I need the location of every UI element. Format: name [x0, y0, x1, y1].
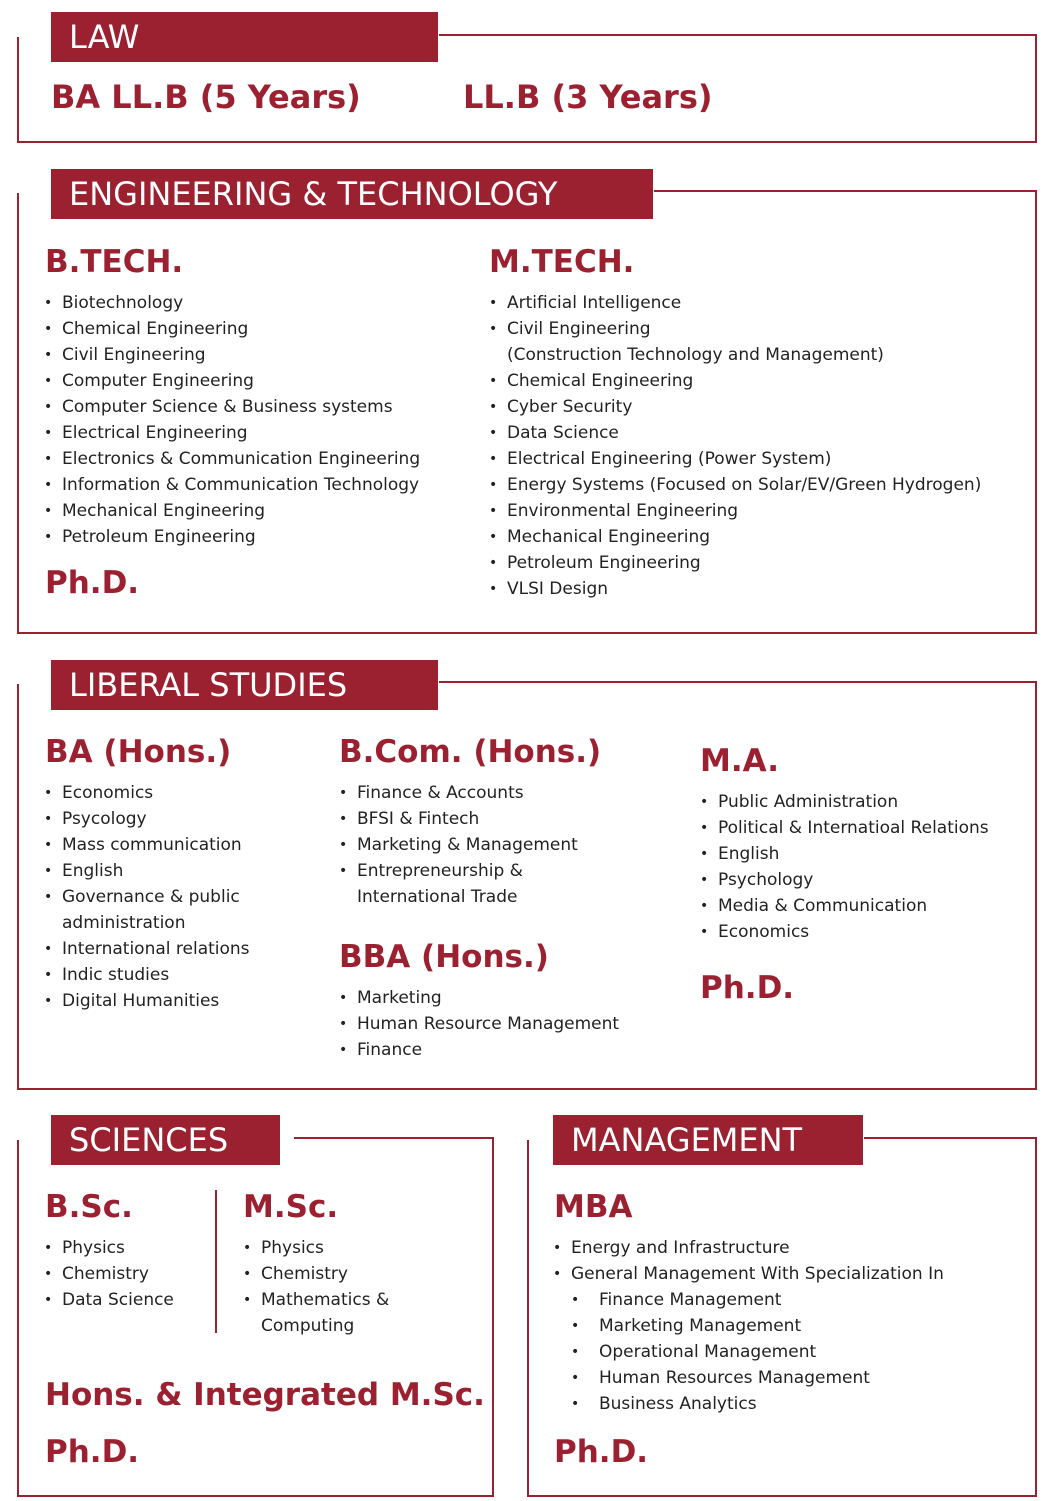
list-item: • Physics	[44, 1235, 174, 1261]
list-item: • Data Science	[44, 1287, 174, 1313]
list-item: • Computer Engineering	[44, 368, 420, 394]
liberal-section-title: LIBERAL STUDIES	[51, 660, 438, 710]
list-item: • Cyber Security	[489, 394, 981, 420]
bsc-list	[44, 1235, 174, 1313]
law-section-title: LAW	[51, 12, 438, 62]
list-item: • Chemical Engineering	[44, 316, 420, 342]
list-item: • Mechanical Engineering	[44, 498, 420, 524]
list-item: • Energy Systems (Focused on Solar/EV/Green Hydrogen)	[489, 472, 981, 498]
management-phd-heading: Ph.D.	[554, 1434, 649, 1470]
list-item: • Economics	[44, 780, 250, 806]
mba-list	[553, 1235, 944, 1417]
list-item: • Digital Humanities	[44, 988, 250, 1014]
list-item-continuation: Computing	[261, 1316, 355, 1336]
list-item: • English	[700, 841, 989, 867]
list-sub-item: • Operational Management	[553, 1339, 944, 1365]
bcom-hons-list	[339, 780, 578, 910]
bsc-heading: B.Sc.	[45, 1189, 133, 1225]
liberal-phd-heading: Ph.D.	[700, 970, 795, 1006]
list-item: • Chemistry	[243, 1261, 389, 1287]
sciences-section-title: SCIENCES	[51, 1115, 280, 1165]
mba-heading: MBA	[554, 1189, 633, 1225]
mtech-heading: M.TECH.	[489, 244, 635, 280]
list-item: • Electrical Engineering (Power System)	[489, 446, 981, 472]
law-program-llb: LL.B (3 Years)	[463, 78, 713, 116]
list-item: • Data Science	[489, 420, 981, 446]
bcom-hons-heading: B.Com. (Hons.)	[339, 734, 602, 770]
msc-heading: M.Sc.	[243, 1189, 339, 1225]
list-item: • Chemistry	[44, 1261, 174, 1287]
list-item: • English	[44, 858, 250, 884]
list-item: • Indic studies	[44, 962, 250, 988]
ba-hons-heading: BA (Hons.)	[45, 734, 232, 770]
bba-hons-heading: BBA (Hons.)	[339, 939, 549, 975]
list-item: • Psychology	[700, 867, 989, 893]
list-item: • Environmental Engineering	[489, 498, 981, 524]
list-item: • Entrepreneurship &	[339, 858, 578, 884]
list-item: • Biotechnology	[44, 290, 420, 316]
list-item: • Electronics & Communication Engineering	[44, 446, 420, 472]
list-item: • General Management With Specialization In	[553, 1261, 944, 1287]
list-item: • Finance	[339, 1037, 619, 1063]
list-item: • Civil Engineering	[44, 342, 420, 368]
ba-hons-list	[44, 780, 250, 1014]
list-item: • Marketing	[339, 985, 619, 1011]
list-item: • Petroleum Engineering	[44, 524, 420, 550]
mtech-list	[489, 290, 981, 602]
list-sub-item: • Marketing Management	[553, 1313, 944, 1339]
management-section-title: MANAGEMENT	[553, 1115, 863, 1165]
sciences-phd-heading: Ph.D.	[45, 1434, 140, 1470]
list-item: • Electrical Engineering	[44, 420, 420, 446]
law-program-ballb: BA LL.B (5 Years)	[51, 78, 361, 116]
list-item: • Human Resource Management	[339, 1011, 619, 1037]
list-item: • Mechanical Engineering	[489, 524, 981, 550]
msc-list	[243, 1235, 389, 1339]
btech-list	[44, 290, 420, 550]
list-item: • Economics	[700, 919, 989, 945]
list-sub-item: • Business Analytics	[553, 1391, 944, 1417]
list-item: • VLSI Design	[489, 576, 981, 602]
list-item: • International relations	[44, 936, 250, 962]
list-item: • Information & Communication Technology	[44, 472, 420, 498]
ma-list	[700, 789, 989, 945]
list-item: • Governance & public	[44, 884, 250, 910]
list-item: • Media & Communication	[700, 893, 989, 919]
list-item-continuation: (Construction Technology and Management)	[507, 345, 884, 365]
engineering-phd-heading: Ph.D.	[45, 565, 140, 601]
list-item: • Mass communication	[44, 832, 250, 858]
bba-hons-list	[339, 985, 619, 1063]
list-item: • Political & Internatioal Relations	[700, 815, 989, 841]
list-sub-item: • Finance Management	[553, 1287, 944, 1313]
list-item: • Chemical Engineering	[489, 368, 981, 394]
list-sub-item: • Human Resources Management	[553, 1365, 944, 1391]
list-item-continuation: International Trade	[357, 887, 518, 907]
btech-heading: B.TECH.	[45, 244, 184, 280]
ma-heading: M.A.	[700, 743, 779, 779]
list-item: • Mathematics &	[243, 1287, 389, 1313]
integrated-msc-heading: Hons. & Integrated M.Sc.	[45, 1377, 485, 1413]
list-item: • Artificial Intelligence	[489, 290, 981, 316]
list-item: • Marketing & Management	[339, 832, 578, 858]
list-item: • Psycology	[44, 806, 250, 832]
list-item: • Physics	[243, 1235, 389, 1261]
sciences-column-divider	[215, 1190, 217, 1333]
list-item: • Public Administration	[700, 789, 989, 815]
list-item: • Finance & Accounts	[339, 780, 578, 806]
engineering-section-title: ENGINEERING & TECHNOLOGY	[51, 169, 653, 219]
list-item: • Petroleum Engineering	[489, 550, 981, 576]
list-item: • Energy and Infrastructure	[553, 1235, 944, 1261]
list-item: • Computer Science & Business systems	[44, 394, 420, 420]
list-item-continuation: administration	[62, 913, 186, 933]
list-item: • Civil Engineering	[489, 316, 981, 342]
list-item: • BFSI & Fintech	[339, 806, 578, 832]
